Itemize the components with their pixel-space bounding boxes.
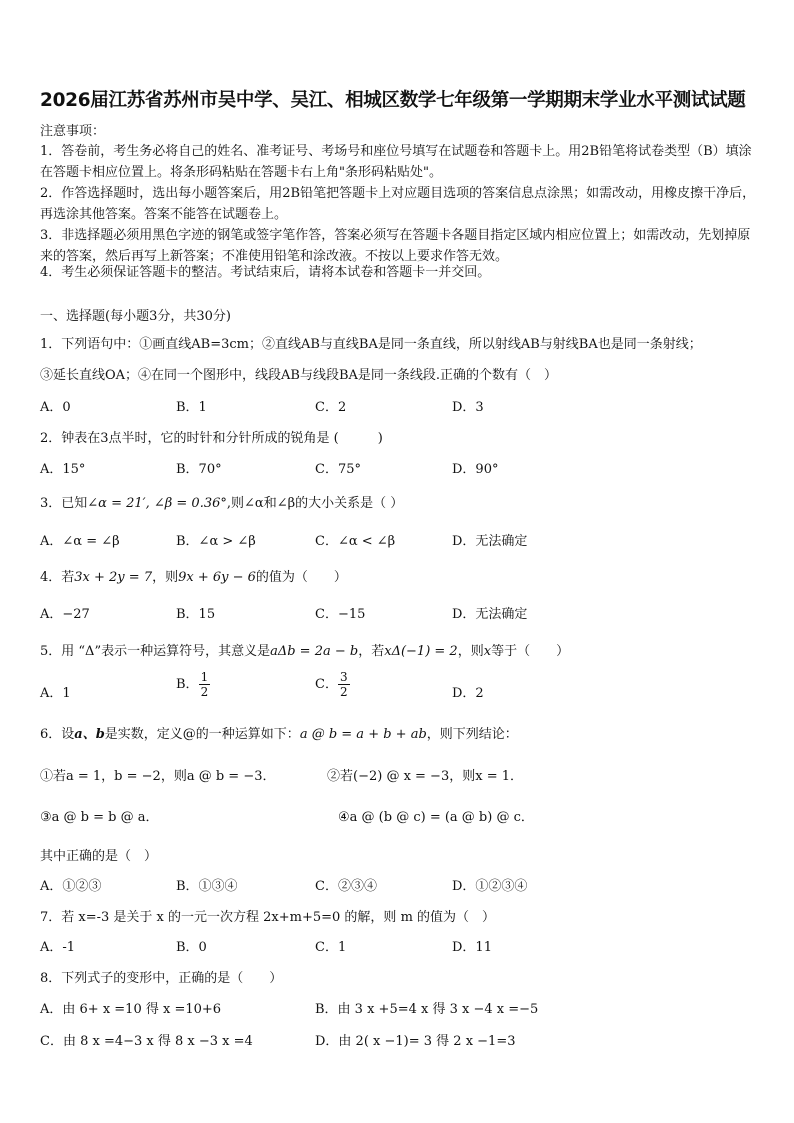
q3-prefix: 3．已知 bbox=[40, 496, 88, 511]
q5-option-c bbox=[315, 670, 350, 699]
q4-equation: 3x + 2y = 7 bbox=[74, 570, 153, 585]
q4-option-d: D．无法确定 bbox=[452, 607, 528, 622]
q5-definition: aΔb = 2a − b bbox=[270, 644, 359, 659]
q1-option-d: D．3 bbox=[452, 400, 484, 415]
q4-option-a: A．−27 bbox=[40, 607, 90, 622]
q4-prefix: 4．若 bbox=[40, 570, 75, 585]
q5-option-b-label: B． bbox=[176, 677, 199, 692]
q6-option-b: B．①③④ bbox=[176, 879, 238, 894]
fraction-numerator: 1 bbox=[200, 670, 209, 684]
q5-option-d: D．2 bbox=[452, 686, 484, 701]
q2-stem: 2．钟表在3点半时，它的时针和分针所成的锐角是 ( ) bbox=[40, 431, 383, 446]
q7-option-c: C．1 bbox=[315, 940, 347, 955]
q3-expression: ∠α = 21′, ∠β = 0.36° bbox=[87, 496, 227, 511]
q1-option-c: C．2 bbox=[315, 400, 347, 415]
q5-mid2: ，则 bbox=[457, 644, 484, 659]
q6-statement-1: ①若a = 1，b = −2，则a @ b = −3． bbox=[40, 769, 276, 784]
note-1: 1．答卷前，考生务必将自己的姓名、准考证号、考场号和座位号填写在试题卷和答题卡上。用2B铅笔将试卷类型（B）填涂在答题卡相应位置上。将条形码粘贴在答题卡右上角"条形码粘贴处"。 bbox=[40, 144, 752, 180]
q6-statement-3: ③a @ b = b @ a． bbox=[40, 810, 159, 825]
q5-option-b-fraction bbox=[199, 670, 211, 699]
q6-question: 其中正确的是（ ） bbox=[40, 849, 158, 864]
q3-option-d: D．无法确定 bbox=[452, 534, 528, 549]
q5-option-b bbox=[176, 670, 210, 699]
q8-stem: 8．下列式子的变形中，正确的是（ ） bbox=[40, 971, 283, 986]
q1-stem-line2: ③延长直线OA；④在同一个图形中，线段AB与线段BA是同一条线段.正确的个数有（ ） bbox=[40, 368, 558, 383]
q5-mid: ，若 bbox=[358, 644, 385, 659]
q4-mid: ，则 bbox=[152, 570, 179, 585]
q6-suffix: ，则下列结论： bbox=[426, 727, 518, 742]
q3-option-a: A．∠α = ∠β bbox=[40, 534, 120, 549]
q4-suffix: 的值为（ ） bbox=[255, 570, 347, 585]
q2-option-c: C．75° bbox=[315, 462, 361, 477]
q8-option-a: A．由 6+ x =10 得 x =10+6 bbox=[40, 1002, 222, 1017]
q6-prefix: 6．设 bbox=[40, 727, 75, 742]
q3-stem bbox=[40, 492, 403, 511]
q1-option-b: B．1 bbox=[176, 400, 207, 415]
q5-stem bbox=[40, 640, 569, 659]
q4-stem bbox=[40, 566, 347, 585]
q6-option-a: A．①②③ bbox=[40, 879, 102, 894]
q5-option-c-label: C． bbox=[315, 677, 338, 692]
q8-option-c: C．由 8 x =4−3 x 得 8 x −3 x =4 bbox=[40, 1034, 253, 1049]
q6-option-d: D．①②③④ bbox=[452, 879, 528, 894]
note-2: 2．作答选择题时，选出每小题答案后，用2B铅笔把答题卡上对应题目选项的答案信息点涂黑；如需改动，用橡皮擦干净后，再选涂其他答案。答案不能答在试题卷上。 bbox=[40, 186, 756, 222]
q6-definition: a @ b = a + b + ab bbox=[299, 727, 427, 742]
q2-option-d: D．90° bbox=[452, 462, 499, 477]
section-heading: 一、选择题(每小题3分，共30分) bbox=[40, 309, 231, 324]
q7-option-d: D．11 bbox=[452, 940, 492, 955]
q3-suffix: ,则∠α和∠β的大小关系是（ ） bbox=[226, 496, 404, 511]
q7-option-a: A．-1 bbox=[40, 940, 76, 955]
q8-option-b: B．由 3 x +5=4 x 得 3 x −4 x =−5 bbox=[315, 1002, 539, 1017]
q5-condition: xΔ(−1) = 2 bbox=[384, 644, 458, 659]
fraction-denominator: 2 bbox=[200, 685, 209, 699]
q4-expression: 9x + 6y − 6 bbox=[178, 570, 256, 585]
q7-option-b: B．0 bbox=[176, 940, 207, 955]
q4-option-c: C．−15 bbox=[315, 607, 366, 622]
q3-option-c: C．∠α < ∠β bbox=[315, 534, 396, 549]
q2-option-a: A．15° bbox=[40, 462, 86, 477]
q5-variable: x bbox=[483, 644, 492, 659]
q5-prefix: 5．用 “Δ”表示一种运算符号，其意义是 bbox=[40, 644, 271, 659]
note-4: 4．考生必须保证答题卡的整洁。考试结束后，请将本试卷和答题卡一并交回。 bbox=[40, 265, 491, 280]
q6-mid: 是实数，定义@的一种运算如下： bbox=[104, 727, 300, 742]
q7-stem: 7．若 x=-3 是关于 x 的一元一次方程 2x+m+5=0 的解，则 m 的值为（ ） bbox=[40, 910, 496, 925]
q2-option-b: B．70° bbox=[176, 462, 222, 477]
q1-stem-line1: 1．下列语句中：①画直线AB=3cm；②直线AB与直线BA是同一条直线，所以射线AB与射线BA也是同一条射线； bbox=[40, 337, 702, 352]
q4-option-b: B．15 bbox=[176, 607, 216, 622]
notes-heading: 注意事项： bbox=[40, 124, 106, 139]
note-3: 3．非选择题必须用黑色字迹的钢笔或签字笔作答，答案必须写在答题卡各题目指定区域内相应位置上；如需改动，先划掉原来的答案，然后再写上新答案；不准使用铅笔和涂改液。不按以上要求作答无效。 bbox=[40, 228, 751, 264]
fraction-denominator: 2 bbox=[339, 685, 348, 699]
fraction-numerator: 3 bbox=[339, 670, 348, 684]
q5-option-a: A．1 bbox=[40, 686, 71, 701]
q6-statement-4: ④a @ (b @ c) = (a @ b) @ c． bbox=[338, 810, 534, 825]
q5-option-c-fraction bbox=[338, 670, 350, 699]
exam-title: 2026届江苏省苏州市吴中学、吴江、相城区数学七年级第一学期期末学业水平测试试题 bbox=[40, 90, 746, 111]
q6-statement-2: ②若(−2) @ x = −3，则x = 1． bbox=[327, 769, 523, 784]
q5-suffix: 等于（ ） bbox=[491, 644, 570, 659]
q8-option-d: D．由 2( x −1)= 3 得 2 x −1=3 bbox=[315, 1034, 516, 1049]
q1-option-a: A．0 bbox=[40, 400, 71, 415]
q6-option-c: C．②③④ bbox=[315, 879, 377, 894]
q3-option-b: B．∠α > ∠β bbox=[176, 534, 256, 549]
q6-vars: a、b bbox=[74, 727, 105, 742]
q6-stem bbox=[40, 723, 518, 742]
